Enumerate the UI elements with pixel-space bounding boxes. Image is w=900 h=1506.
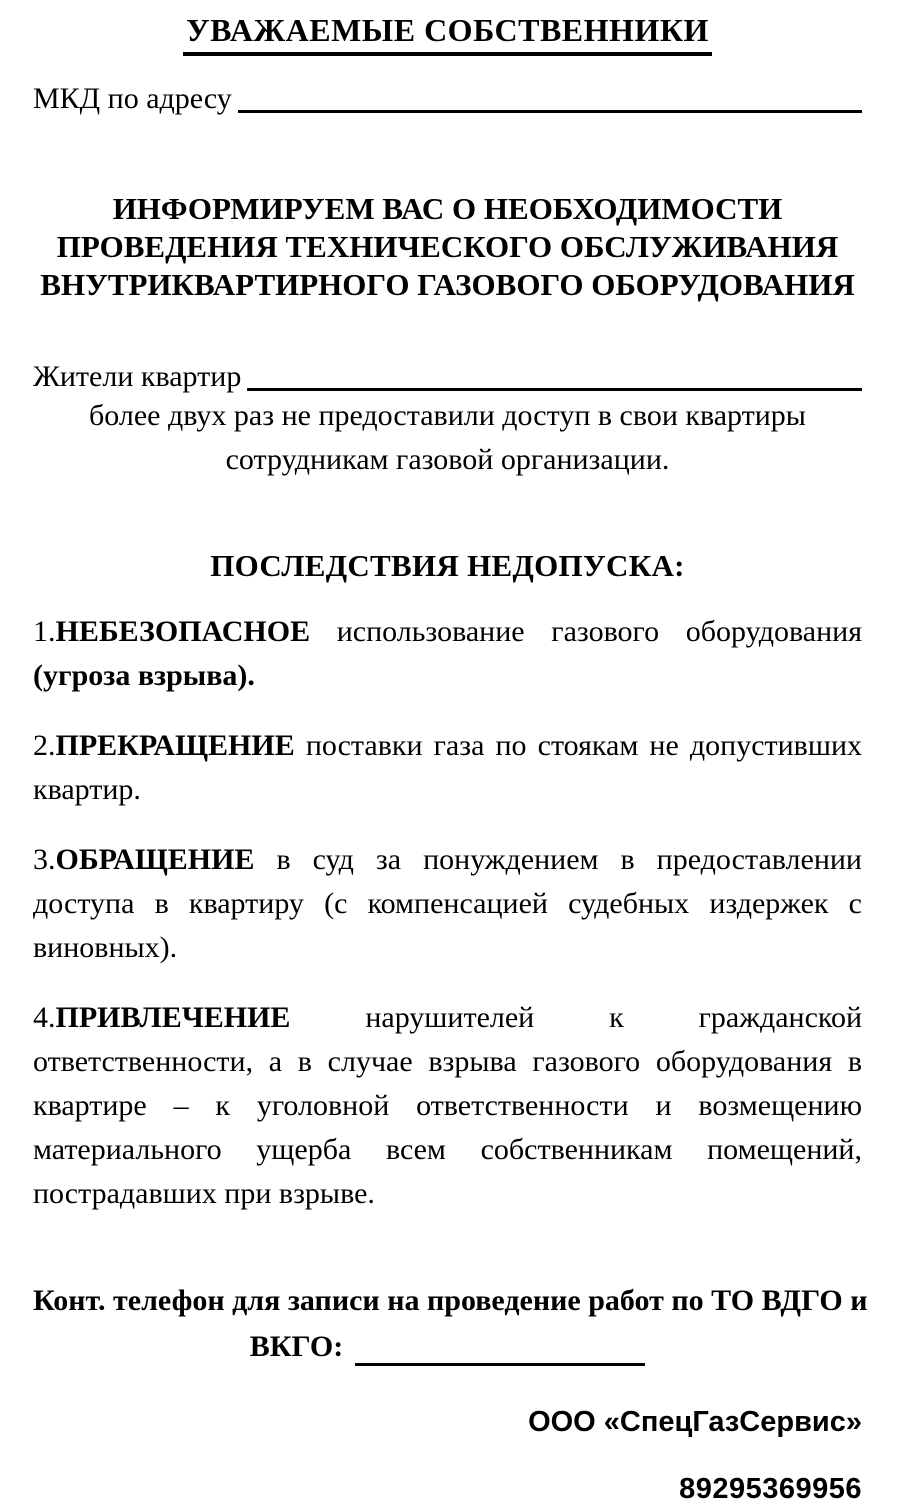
notice-heading	[33, 190, 862, 304]
company-phone: 89295369956	[679, 1473, 862, 1505]
address-blank-field	[238, 109, 862, 113]
notice-heading-line: ВНУТРИКВАРТИРНОГО ГАЗОВОГО ОБОРУДОВАНИЯ	[40, 267, 855, 302]
residents-section	[33, 360, 862, 482]
contact-phone-row	[33, 1324, 862, 1370]
footer	[33, 1406, 862, 1506]
notice-heading-line: ИНФОРМИРУЕМ ВАС О НЕОБХОДИМОСТИ	[112, 191, 783, 226]
document-title-text: УВАЖАЕМЫЕ СОБСТВЕННИКИ	[183, 12, 712, 56]
company-name: ООО «СпецГазСервис»	[528, 1406, 862, 1438]
consequences-heading: ПОСЛЕДСТВИЯ НЕДОПУСКА:	[210, 548, 685, 583]
residents-blank-field	[247, 387, 862, 391]
contact-text-line: Конт. телефон для записи на проведение работ по ТО ВДГО и	[33, 1284, 868, 1317]
consequence-item-1: 1.НЕБЕЗОПАСНОЕ использование газового оборудования (угроза взрыва).	[33, 615, 862, 692]
consequence-item-3: 3.ОБРАЩЕНИЕ в суд за понуждением в предоставлении доступа в квартиру (с компенсацией судебных издержек с виновных).	[33, 843, 862, 964]
consequence-item-4: 4.ПРИВЛЕЧЕНИЕ нарушителей к гражданской ответственности, а в случае взрыва газового оборудования в квартире – к уголовной ответственности и возмещению материального ущерба всем собственникам помещений, пострадавших при взрыве.	[33, 1001, 862, 1210]
consequence-item-2: 2.ПРЕКРАЩЕНИЕ поставки газа по стоякам не допустивших квартир.	[33, 729, 862, 806]
contact-phone-label: ВКГО:	[249, 1330, 344, 1363]
residents-text-line: более двух раз не предоставили доступ в свои квартиры	[89, 399, 806, 432]
notice-heading-line: ПРОВЕДЕНИЯ ТЕХНИЧЕСКОГО ОБСЛУЖИВАНИЯ	[56, 229, 839, 264]
address-label: МКД по адресу	[33, 82, 232, 115]
residents-text-line: сотрудникам газовой организации.	[225, 443, 670, 476]
contact-phone-blank-field	[355, 1363, 645, 1366]
residents-row	[33, 360, 862, 394]
consequences-list	[33, 610, 862, 1216]
address-row	[33, 82, 862, 116]
contact-section	[33, 1278, 868, 1370]
document-title	[33, 12, 862, 56]
residents-label: Жители квартир	[33, 360, 242, 393]
